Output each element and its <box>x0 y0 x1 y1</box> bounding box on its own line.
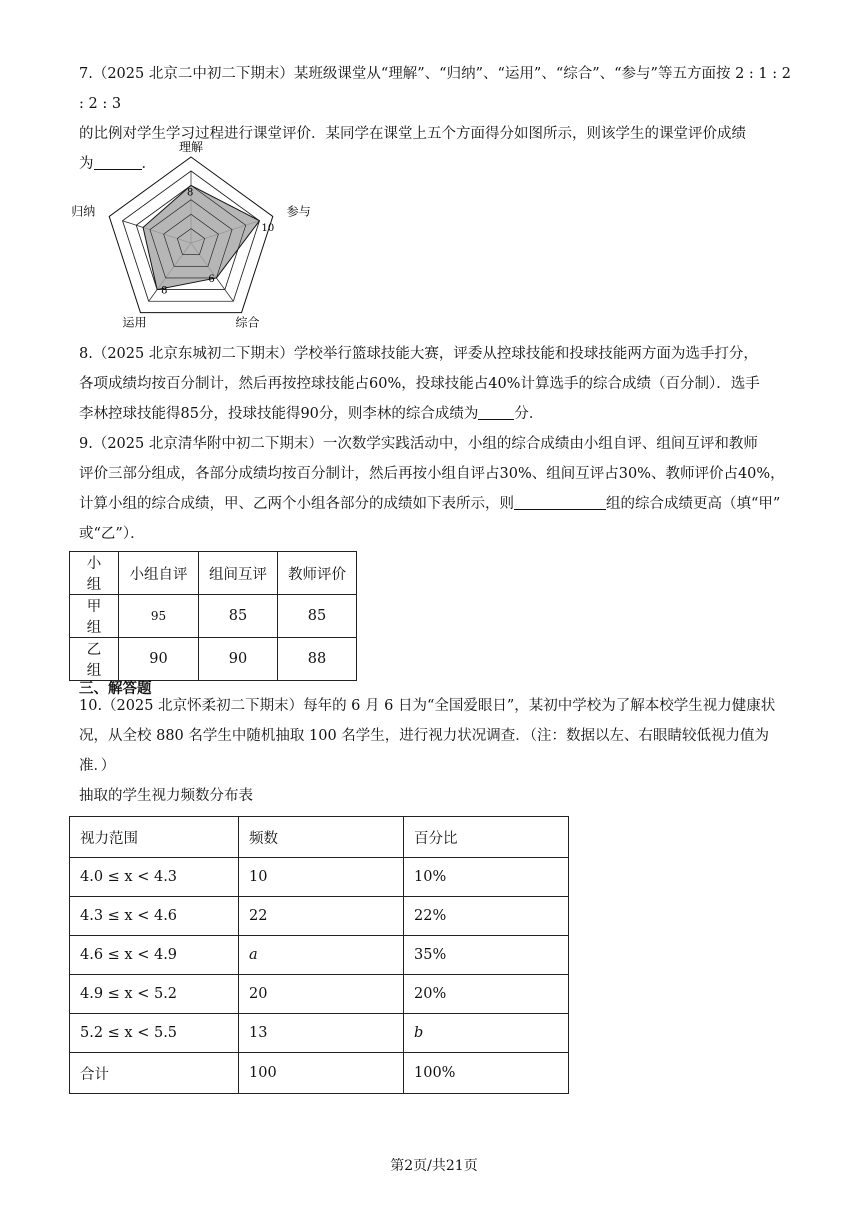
radar-value-label: 6 <box>208 273 215 285</box>
table-row <box>70 595 357 638</box>
table-cell: 22% <box>404 897 569 936</box>
table-header-cell: 教师评价 <box>278 552 357 595</box>
q8-line2: 各项成绩均按百分制计，然后再按控球技能占60%，投球技能占40%计算选手的综合成绩（百分制）．选手 <box>79 376 760 392</box>
table-cell: 合计 <box>70 1053 239 1094</box>
table-row <box>70 975 569 1014</box>
table-row <box>70 858 569 897</box>
q8-line1: 8.（2025 北京东城初二下期末）学校举行篮球技能大赛，评委从控球技能和投球技能两方面为选手打分， <box>79 346 758 362</box>
question-8 <box>79 339 791 429</box>
q10-table-title: 抽取的学生视力频数分布表 <box>79 788 253 804</box>
q9-line3-suffix: 组的综合成绩更高（填“甲” <box>606 496 781 512</box>
q9-score-table <box>69 551 357 681</box>
table-cell: 35% <box>404 936 569 975</box>
radar-axis-label: 运用 <box>122 315 147 330</box>
table-cell: 13 <box>239 1014 404 1053</box>
table-row <box>70 1014 569 1053</box>
table-cell: 90 <box>119 638 199 681</box>
table-header-row <box>70 552 357 595</box>
q9-line3 <box>79 489 791 519</box>
q9-line3-prefix: 计算小组的综合成绩，甲、乙两个小组各部分的成绩如下表所示，则 <box>79 496 514 512</box>
table-cell: 4.6 ≤ x < 4.9 <box>70 936 239 975</box>
table-row <box>70 638 357 681</box>
table-cell: 10% <box>404 858 569 897</box>
question-10 <box>79 691 791 811</box>
table-cell: 4.3 ≤ x < 4.6 <box>70 897 239 936</box>
table-cell: 95 <box>119 595 199 638</box>
q9-line4: 或“乙”）． <box>79 526 145 542</box>
q7-line2: 的比例对学生学习过程进行课堂评价．某同学在课堂上五个方面得分如图所示，则该学生的课堂评价成绩 <box>79 126 746 142</box>
table-cell: 20 <box>239 975 404 1014</box>
q7-line3-prefix: 为 <box>79 156 94 172</box>
table-cell: 88 <box>278 638 357 681</box>
q10-line2: 况，从全校 880 名学生中随机抽取 100 名学生，进行视力状况调查．（注：数据以左、右眼睛较低视力值为 <box>79 728 770 744</box>
table-row <box>70 1053 569 1094</box>
radar-axis-label: 参与 <box>286 204 311 219</box>
table-cell: 85 <box>278 595 357 638</box>
radar-value-label: 10 <box>261 222 275 234</box>
table-cell: 10 <box>239 858 404 897</box>
radar-axis-label: 综合 <box>235 315 260 330</box>
q8-line3 <box>79 399 791 429</box>
table-row <box>70 897 569 936</box>
table-header-row <box>70 817 569 858</box>
q10-line3: 准．） <box>79 758 116 774</box>
table-header-cell: 小组自评 <box>119 552 199 595</box>
table-cell: 乙组 <box>70 638 119 681</box>
table-header-cell: 组间互评 <box>199 552 278 595</box>
q10-frequency-table <box>69 816 569 1094</box>
radar-axis-label: 归纳 <box>71 204 96 219</box>
radar-value-label: 8 <box>187 187 194 199</box>
table-cell: 22 <box>239 897 404 936</box>
q10-line1: 10.（2025 北京怀柔初二下期末）每年的 6 月 6 日为“全国爱眼日”，某初中学校为了解本校学生视力健康状 <box>79 698 776 714</box>
radar-value-label: 8 <box>161 285 168 297</box>
table-row <box>70 936 569 975</box>
table-header-cell: 百分比 <box>404 817 569 858</box>
q9-answer-blank[interactable] <box>514 493 606 510</box>
question-9 <box>79 429 791 549</box>
table-cell: 20% <box>404 975 569 1014</box>
q8-line3-prefix: 李林控球技能得85分，投球技能得90分，则李林的综合成绩为 <box>79 406 479 422</box>
table-cell: 4.0 ≤ x < 4.3 <box>70 858 239 897</box>
radar-chart <box>71 140 311 334</box>
table-cell: 4.9 ≤ x < 5.2 <box>70 975 239 1014</box>
table-header-cell: 小组 <box>70 552 119 595</box>
table-cell: a <box>239 936 404 975</box>
q9-line1: 9.（2025 北京清华附中初二下期末）一次数学实践活动中，小组的综合成绩由小组自评、组间互评和教师 <box>79 436 758 452</box>
q8-answer-blank[interactable] <box>478 403 514 420</box>
q8-line3-suffix: 分． <box>514 406 544 422</box>
q9-line2: 评价三部分组成，各部分成绩均按百分制计，然后再按小组自评占30%、组间互评占30%、教师评价占40%， <box>79 466 785 482</box>
table-cell: 100 <box>239 1053 404 1094</box>
section-heading: 三、解答题 <box>79 681 152 697</box>
table-cell: 5.2 ≤ x < 5.5 <box>70 1014 239 1053</box>
q7-line3-suffix: ． <box>141 156 156 172</box>
table-cell: 甲组 <box>70 595 119 638</box>
table-header-cell: 频数 <box>239 817 404 858</box>
table-cell: 85 <box>199 595 278 638</box>
q7-line1: 7.（2025 北京二中初二下期末）某班级课堂从“理解”、“归纳”、“运用”、“综合”、“参与”等五方面按 2 : 1 : 2 : 2 : 3 <box>79 66 791 112</box>
table-cell: b <box>404 1014 569 1053</box>
page-footer: 第2页/共21页 <box>390 1158 478 1174</box>
table-cell: 100% <box>404 1053 569 1094</box>
table-header-cell: 视力范围 <box>70 817 239 858</box>
radar-axis-label: 理解 <box>178 140 204 154</box>
table-cell: 90 <box>199 638 278 681</box>
